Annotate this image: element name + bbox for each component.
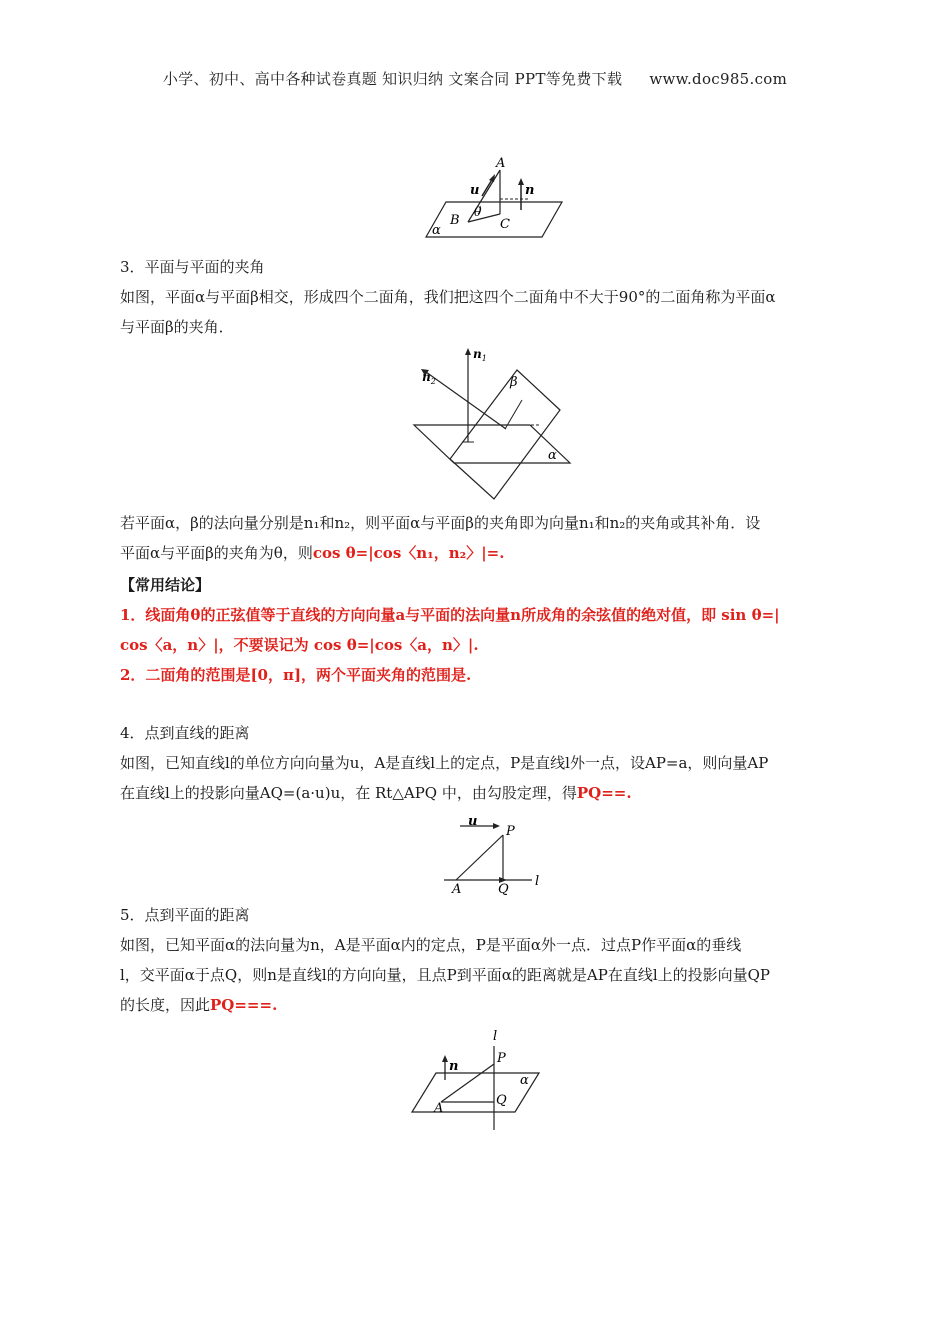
plane-alpha <box>426 202 562 237</box>
section-3-p3: 若平面α，β的法向量分别是n₁和n₂，则平面α与平面β的夹角即为向量n₁和n₂的夹角或其补角．设 <box>120 514 761 532</box>
label-B: B <box>450 213 460 228</box>
header-text: 小学、初中、高中各种试卷真题 知识归纳 文案合同 PPT等免费下载 <box>162 70 623 88</box>
section-3 <box>120 252 868 342</box>
label-Q: Q <box>498 882 509 897</box>
label-alpha: α <box>548 448 557 463</box>
label-A: A <box>496 156 506 171</box>
label-alpha: α <box>520 1073 529 1088</box>
label-A: A <box>452 882 462 897</box>
section-5 <box>120 900 868 1020</box>
figure-line-plane-angle <box>420 152 570 242</box>
section-5-title: 5．点到平面的距离 <box>120 906 250 924</box>
label-beta: β <box>510 375 518 390</box>
section-5-p3-formula: PQ===. <box>210 996 278 1014</box>
section-4-p2-plain: 在直线l上的投影向量AQ=(a·u)u，在 Rt△APQ 中，由勾股定理，得 <box>120 784 577 802</box>
label-C: C <box>500 217 510 232</box>
normal-n1-arrowhead <box>465 348 471 355</box>
section-4-p2-formula: PQ==. <box>576 784 632 802</box>
label-n1: $n_1$ <box>473 347 487 363</box>
header-site: www.doc985.com <box>649 70 788 88</box>
conclusion-2: 2．二面角的范围是[0，π]，两个平面夹角的范围是. <box>120 666 472 684</box>
label-alpha: α <box>432 223 441 238</box>
section-3-p2: 与平面β的夹角． <box>120 318 234 336</box>
section-5-p3-plain: 的长度，因此 <box>120 996 211 1014</box>
vector-n-arrowhead <box>518 178 524 185</box>
figure-point-to-line <box>440 815 550 897</box>
common-conclusions <box>120 570 868 690</box>
section-4-title: 4．点到直线的距离 <box>120 724 250 742</box>
section-3-p4 <box>120 538 868 568</box>
vector-u-arrowhead <box>493 823 500 829</box>
figure-plane-plane-angle <box>410 342 575 502</box>
vector-u-arrowhead <box>489 174 495 182</box>
label-theta: θ <box>474 205 482 219</box>
page-header <box>0 68 950 89</box>
section-3-title: 3．平面与平面的夹角 <box>120 258 265 276</box>
section-4-p2 <box>120 778 868 808</box>
label-n: n <box>449 1059 459 1074</box>
label-P: P <box>506 824 515 839</box>
label-l: l <box>493 1029 498 1044</box>
figure-point-to-plane <box>408 1028 543 1133</box>
label-l: l <box>535 874 540 889</box>
section-3-p1: 如图，平面α与平面β相交，形成四个二面角，我们把这四个二面角中不大于90°的二面角称为平面α <box>120 288 776 306</box>
section-3-p4-formula: cos θ=|cos〈n₁，n₂〉|=. <box>312 544 505 562</box>
label-A: A <box>434 1101 444 1116</box>
section-5-p2: l，交平面α于点Q，则n是直线l的方向向量，且点P到平面α的距离就是AP在直线l上的投影向量QP <box>120 966 771 984</box>
conclusions-title: 【常用结论】 <box>120 576 211 594</box>
label-u: u <box>468 815 478 829</box>
conclusion-1b: cos〈a，n〉|，不要误记为 cos θ=|cos〈a，n〉|. <box>120 636 479 654</box>
section-5-p1: 如图，已知平面α的法向量为n，A是平面α内的定点，P是平面α外一点．过点P作平面α的垂线 <box>120 936 742 954</box>
section-3-p4-plain: 平面α与平面β的夹角为θ，则 <box>120 544 313 562</box>
section-5-p3 <box>120 990 868 1020</box>
section-3-formula <box>120 508 868 568</box>
label-u: u <box>470 183 480 198</box>
plane-alpha <box>414 425 570 463</box>
label-n: n <box>525 183 535 198</box>
vector-n-arrowhead <box>442 1055 448 1062</box>
segment-AP <box>456 835 503 880</box>
label-n2: $n_2$ <box>422 370 436 386</box>
label-Q: Q <box>496 1093 507 1108</box>
conclusion-1a: 1．线面角θ的正弦值等于直线的方向向量a与平面的法向量n所成角的余弦值的绝对值，即 sin θ=| <box>120 606 780 624</box>
section-4 <box>120 718 868 808</box>
plane-beta <box>450 370 560 499</box>
section-4-p1: 如图，已知直线l的单位方向向量为u，A是直线l上的定点，P是直线l外一点，设AP=a，则向量AP <box>120 754 769 772</box>
label-P: P <box>497 1051 506 1066</box>
